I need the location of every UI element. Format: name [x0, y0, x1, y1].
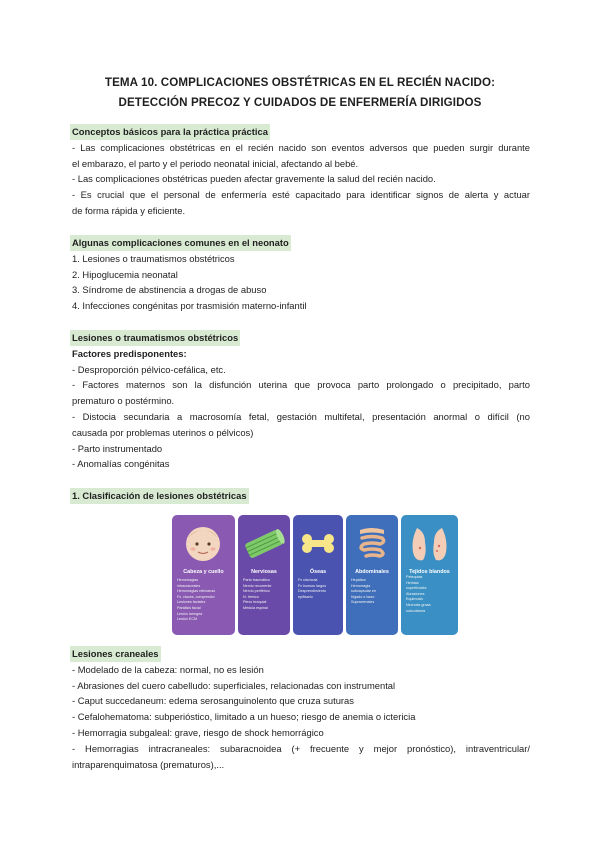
card-bullet: Parto traumático [243, 578, 271, 582]
card-bullet: Desprendimiento [298, 589, 326, 594]
card-title: Tejidos blandos [409, 569, 450, 575]
section-craneales [72, 646, 530, 772]
paragraph-line: - Abrasiones del cuero cabelludo: superficiales, relacionadas con instrumental [72, 679, 396, 691]
card-bullet: superficiales [406, 586, 427, 591]
section-clasificacion [72, 488, 530, 504]
paragraph-line: - Factores maternos son la disfunción uterina que provoca parto prolongado o precipitado, parto [72, 379, 530, 391]
card-bullet: subcapsular en [351, 589, 377, 594]
card-nerviosas [238, 515, 290, 635]
card-bullet: Heridas [406, 580, 419, 585]
card-bullet: N. frénico [243, 594, 259, 599]
card-bullet: Lesión laríngea [177, 611, 203, 616]
card-bullet: Suprarrenales [351, 600, 375, 605]
section-heading: 1. Clasificación de lesiones obstétricas [70, 488, 249, 504]
section-heading: Lesiones o traumatismos obstétricos [70, 330, 240, 346]
card-bullet: Nervio periférico [243, 589, 270, 594]
paragraph-line: - Hemorragias intracraneales: subaracnoidea (+ frecuente y mejor pronóstico), intraventricular/ [72, 742, 530, 754]
paragraph-line: - Hemorragia subgaleal: grave, riesgo de shock hemorrágico [72, 726, 324, 738]
page-title [40, 73, 560, 113]
intestine-icon [346, 520, 398, 566]
card-bullet: Hepática [351, 578, 366, 582]
card-bullet: Hemorragia [351, 583, 371, 588]
card-bullets [351, 578, 395, 606]
list-item: 4. Infecciones congénitas por trasmisión materno-infantil [72, 300, 307, 312]
card-bullet: intracraneales [177, 583, 201, 588]
card-title: Nerviosas [251, 569, 277, 575]
card-bullet: hígado o bazo [351, 594, 375, 599]
title-line-1: TEMA 10. COMPLICACIONES OBSTÉTRICAS EN EL RECIÉN NACIDO: [104, 76, 496, 89]
section-heading: Algunas complicaciones comunes en el neonato [70, 235, 291, 251]
section-conceptos [72, 124, 530, 219]
paragraph-line: - Anomalías congénitas [72, 458, 170, 470]
card-title: Óseas [309, 569, 327, 575]
section-lesiones [72, 330, 530, 472]
card-bullet: Necrosis grasa [406, 602, 431, 607]
paragraph-line: - Cefalohematoma: subperióstico, limitado a un hueso; riesgo de anemia o ictericia [72, 711, 416, 723]
card-cabeza-cuello [172, 515, 235, 635]
card-bullets [406, 575, 455, 614]
paragraph-line: - Es crucial que el personal de enfermería esté capacitado para identificar signos de alerta y actuar [72, 189, 530, 201]
card-bullet: subcutánea [406, 608, 426, 613]
paragraph-line: causada por problemas uterinos o pélvicos) [72, 426, 254, 438]
paragraph-line: - Parto instrumentado [72, 442, 163, 454]
card-bullets [298, 578, 340, 600]
section-comunes [72, 235, 530, 314]
feet-icon [401, 520, 458, 566]
card-bullet: Hemorragias retinianas [177, 589, 216, 594]
card-bullets [177, 578, 232, 623]
card-bullet: Parálisis facial [177, 605, 201, 610]
card-bullet: Equimosis [406, 597, 424, 602]
paragraph-line: prematuro o postérmino. [72, 395, 175, 407]
card-oseas [293, 515, 343, 635]
list-item: 2. Hipoglucemia neonatal [72, 268, 178, 280]
paragraph-line: - Modelado de la cabeza: normal, no es lesión [72, 663, 264, 675]
bone-icon [293, 520, 343, 566]
list-item: 1. Lesiones o traumatismos obstétricos [72, 252, 235, 264]
card-bullet: Fx clavícula [298, 578, 318, 582]
card-title: Abdominales [355, 569, 389, 575]
card-title: Cabeza y cuello [183, 569, 224, 575]
card-bullet: Lesiones faciales [177, 600, 206, 605]
paragraph-line: - Las complicaciones obstétricas en el recién nacido son eventos adversos que pueden surgir durante [72, 141, 530, 153]
baby-head-icon [172, 520, 235, 566]
card-bullet: Fx. claves, compresión [177, 594, 215, 599]
paragraph-line: - Caput succedaneum: edema serosanguinolento que cruza suturas [72, 695, 354, 707]
card-bullet: epifisario [298, 594, 313, 599]
paragraph-line: intraparenquimatosa (prematuros),... [72, 758, 225, 770]
paragraph-line: - Desproporción pélvico-cefálica, etc. [72, 363, 226, 375]
paragraph-line: el embarazo, el parto y el periodo neonatal inicial, afectando al bebé. [72, 157, 359, 169]
card-bullet: Nervio recurrente [243, 583, 272, 588]
card-abdominales [346, 515, 398, 635]
paragraph-line: de forma rápida y eficiente. [72, 204, 186, 216]
nerve-icon [238, 520, 290, 566]
card-bullet: Hemorragias [177, 578, 199, 582]
section-heading: Lesiones craneales [70, 646, 161, 662]
classification-infographic [172, 515, 458, 635]
card-tejidos-blandos [401, 515, 458, 635]
paragraph-line: - Las complicaciones obstétricas pueden afectar gravemente la salud del recién nacido. [72, 173, 436, 185]
list-item: 3. Síndrome de abstinencia a drogas de abuso [72, 284, 267, 296]
card-bullet: Médula espinal [243, 605, 268, 610]
card-bullets [243, 578, 287, 612]
card-bullet: Plexo braquial [243, 600, 267, 605]
section-heading: Conceptos básicos para la práctica práctica [70, 124, 270, 140]
card-bullet: Lesión ECM [177, 617, 198, 622]
title-line-2: DETECCIÓN PRECOZ Y CUIDADOS DE ENFERMERÍA DIRIGIDOS [118, 96, 482, 109]
subheading: Factores predisponentes: [72, 347, 187, 359]
card-bullet: Petequias [406, 575, 423, 579]
paragraph-line: - Distocia secundaria a macrosomía fetal, gestación multifetal, presentación anormal o difícil (no [72, 410, 530, 422]
card-bullet: Abrasiones [406, 591, 425, 596]
card-bullet: Fx huesos largos [298, 583, 327, 588]
